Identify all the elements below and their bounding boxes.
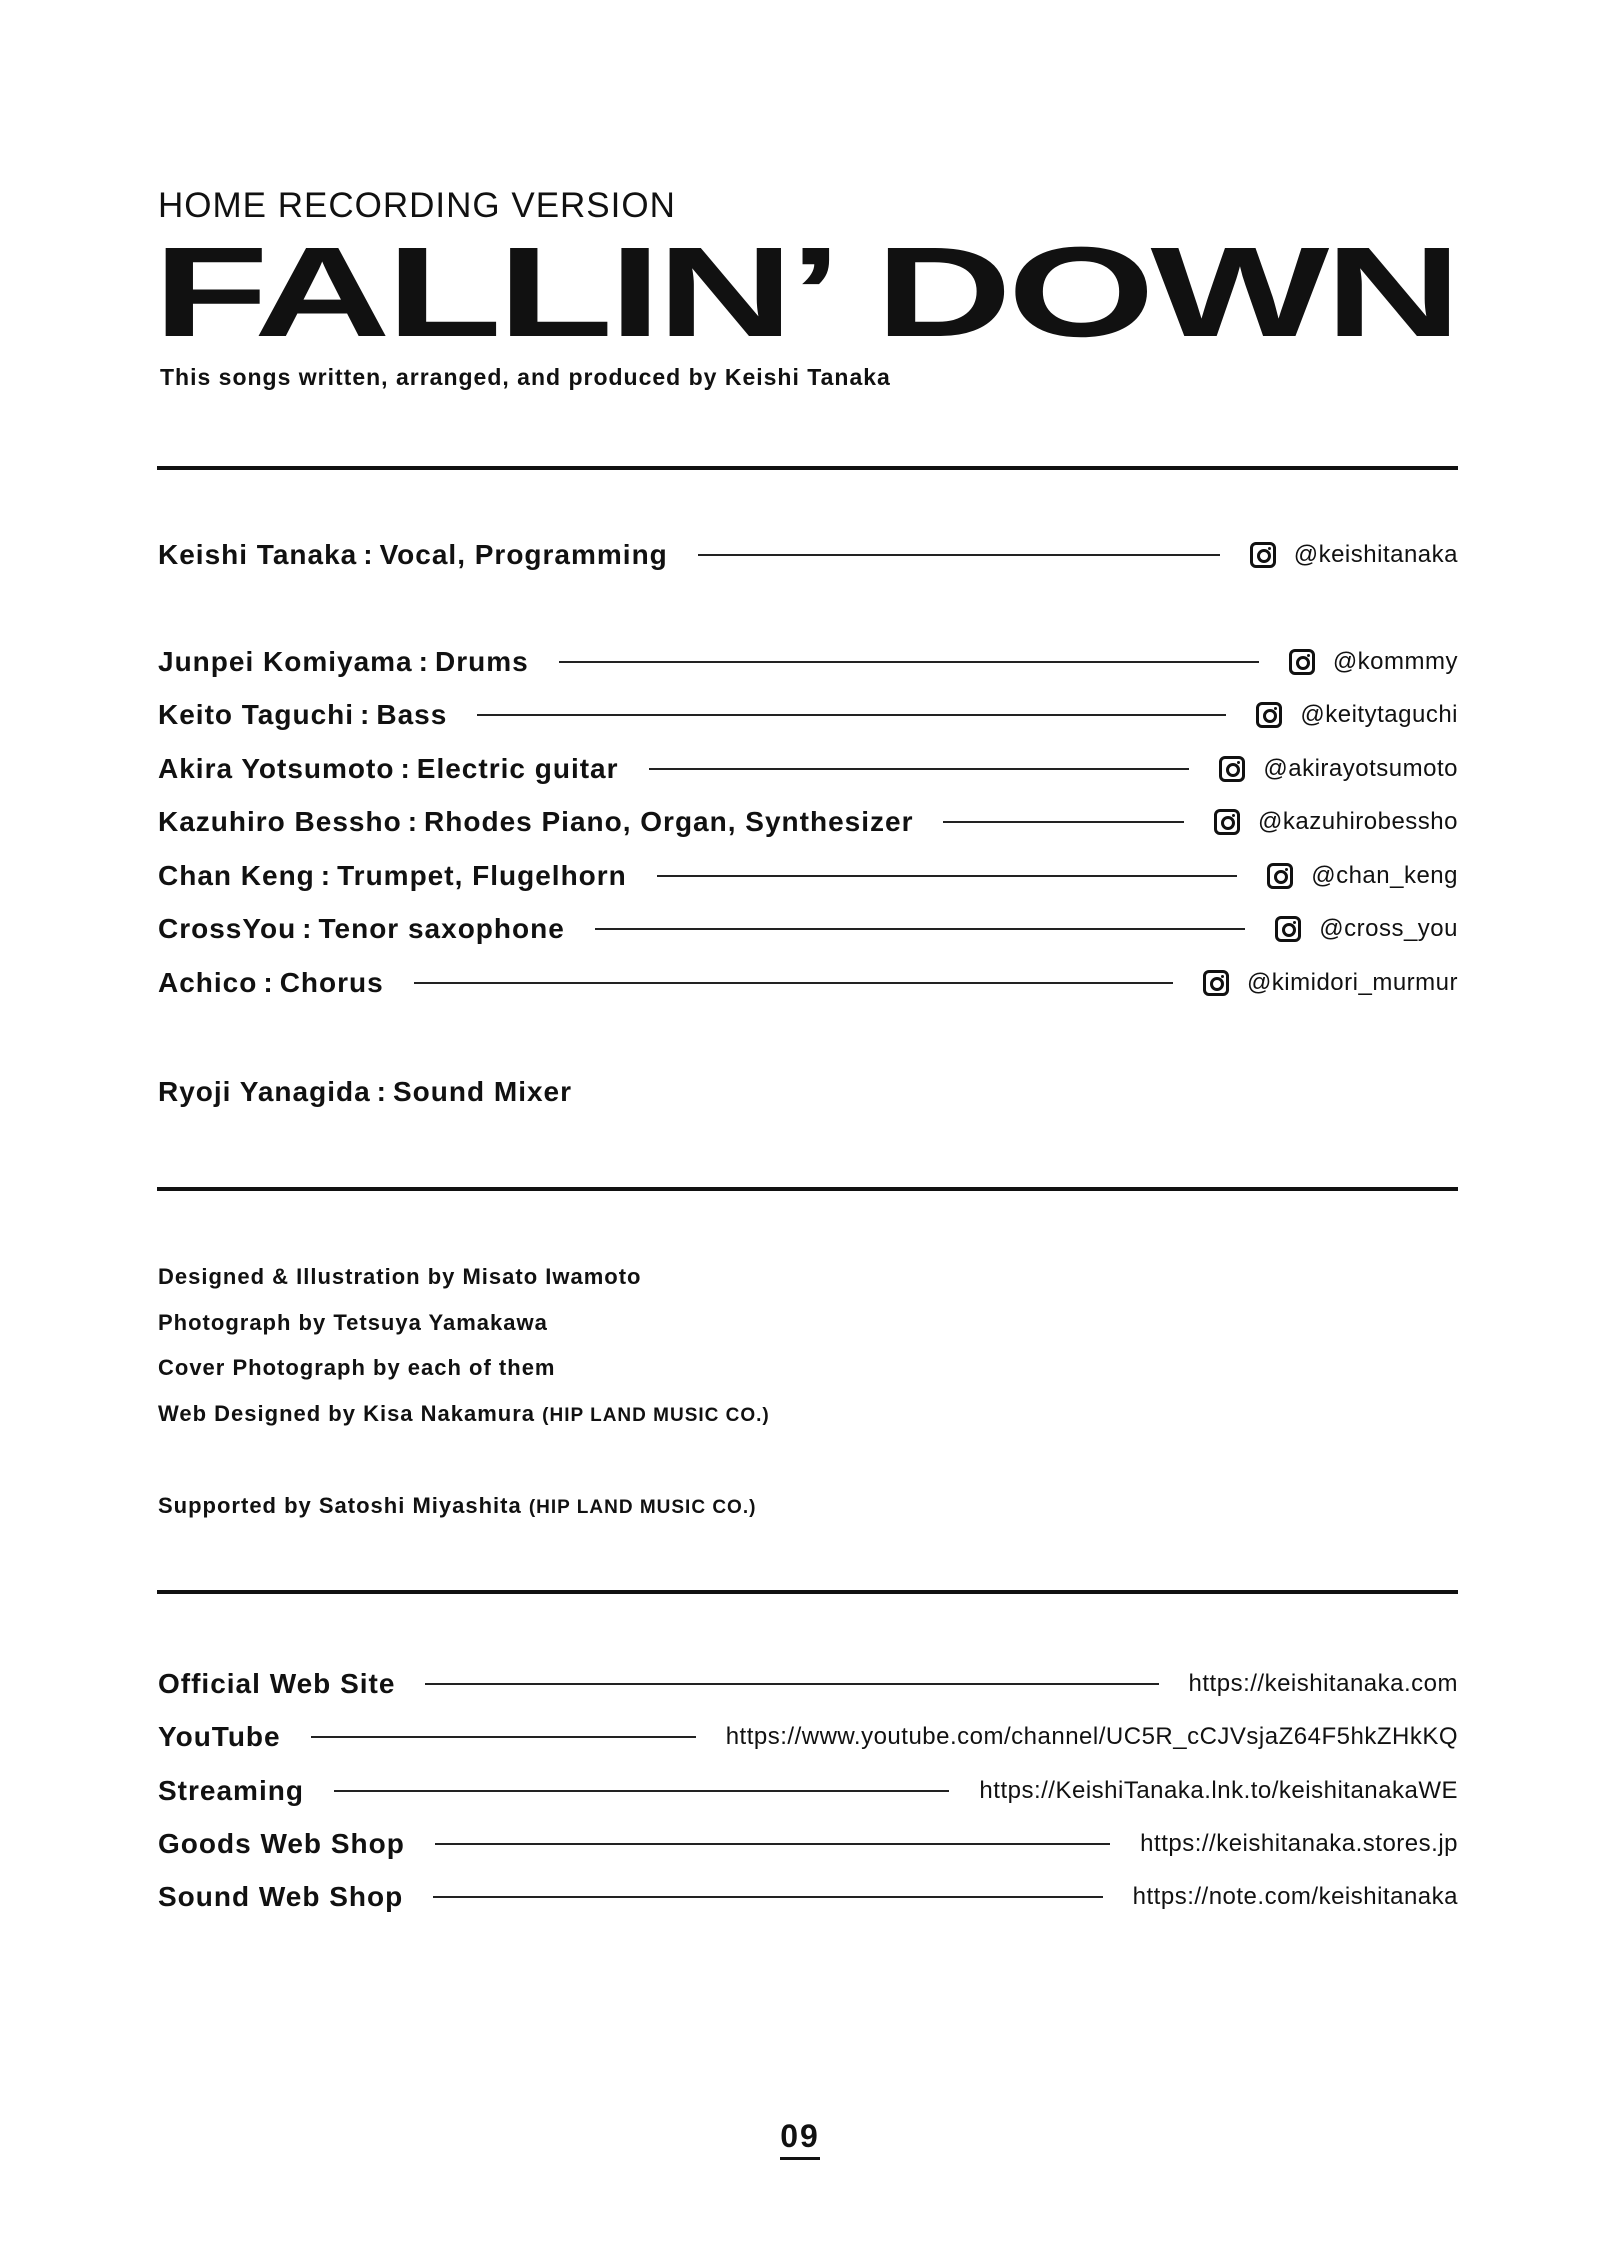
link-label: Official Web Site — [158, 1668, 396, 1699]
leader-line — [311, 1736, 696, 1738]
link-url[interactable]: https://keishitanaka.com — [1188, 1670, 1458, 1697]
member-role: Vocal, Programming — [379, 539, 668, 570]
staff-credit: Supported by Satoshi Miyashita (HIP LAND MUSIC CO.) — [158, 1493, 757, 1518]
staff-credit: Cover Photograph by each of them — [158, 1355, 556, 1380]
instagram-link[interactable] — [1203, 969, 1458, 997]
member-name: Kazuhiro Bessho — [158, 806, 402, 837]
member-label: Keishi Tanaka : Vocal, Programming — [158, 539, 668, 570]
member-row — [158, 695, 1458, 735]
staff-credit: Web Designed by Kisa Nakamura (HIP LAND MUSIC CO.) — [158, 1401, 770, 1426]
instagram-icon — [1275, 916, 1301, 942]
leader-line — [414, 982, 1173, 984]
link-row — [158, 1664, 1458, 1704]
instagram-handle: @kommmy — [1332, 648, 1458, 675]
member-role: Bass — [376, 699, 448, 730]
divider — [157, 1187, 1458, 1191]
leader-line — [698, 554, 1220, 556]
leader-line — [477, 714, 1226, 716]
member-label: Chan Keng : Trumpet, Flugelhorn — [158, 860, 627, 891]
instagram-handle: @akirayotsumoto — [1263, 755, 1458, 782]
member-row — [158, 909, 1458, 949]
mixer-name: Ryoji Yanagida — [158, 1076, 371, 1107]
instagram-icon — [1256, 702, 1282, 728]
instagram-handle: @cross_you — [1319, 915, 1458, 942]
member-label: CrossYou : Tenor saxophone — [158, 913, 565, 944]
leader-line — [435, 1843, 1110, 1845]
member-name: Akira Yotsumoto — [158, 753, 395, 784]
link-url[interactable]: https://keishitanaka.stores.jp — [1140, 1830, 1458, 1857]
member-label: Achico : Chorus — [158, 967, 384, 998]
link-row — [158, 1771, 1458, 1811]
leader-line — [425, 1683, 1158, 1685]
instagram-icon — [1203, 970, 1229, 996]
member-role: Chorus — [279, 967, 384, 998]
link-label: Sound Web Shop — [158, 1881, 404, 1912]
staff-credit: Photograph by Tetsuya Yamakawa — [158, 1310, 548, 1335]
leader-line — [559, 661, 1259, 663]
member-label: Junpei Komiyama : Drums — [158, 646, 529, 677]
leader-line — [649, 768, 1190, 770]
member-name: Keito Taguchi — [158, 699, 355, 730]
member-role: Tenor saxophone — [318, 913, 565, 944]
instagram-link[interactable] — [1289, 648, 1458, 676]
member-row — [158, 535, 1458, 575]
instagram-icon — [1289, 649, 1315, 675]
member-role: Trumpet, Flugelhorn — [337, 860, 627, 891]
instagram-icon — [1214, 809, 1240, 835]
instagram-handle: @chan_keng — [1311, 862, 1458, 889]
link-label: Goods Web Shop — [158, 1828, 405, 1859]
instagram-handle: @keitytaguchi — [1300, 701, 1458, 728]
link-url[interactable]: https://KeishiTanaka.lnk.to/keishitanakaWE — [979, 1777, 1458, 1804]
link-row — [158, 1824, 1458, 1864]
production-credit: This songs written, arranged, and produced by Keishi Tanaka — [160, 364, 891, 390]
mixer-role: Sound Mixer — [393, 1076, 573, 1107]
instagram-handle: @keishitanaka — [1293, 541, 1458, 568]
member-row — [158, 749, 1458, 789]
member-row — [158, 963, 1458, 1003]
member-name: CrossYou — [158, 913, 297, 944]
page-number: 09 — [0, 2118, 1600, 2160]
instagram-link[interactable] — [1256, 701, 1458, 729]
instagram-handle: @kazuhirobessho — [1258, 808, 1458, 835]
link-url[interactable]: https://note.com/keishitanaka — [1132, 1883, 1458, 1910]
member-role: Drums — [434, 646, 529, 677]
page-title: FALLIN’ DOWN — [153, 221, 1458, 364]
leader-line — [595, 928, 1245, 930]
member-label: Akira Yotsumoto : Electric guitar — [158, 753, 619, 784]
member-label: Keito Taguchi : Bass — [158, 699, 448, 730]
member-name: Keishi Tanaka — [158, 539, 358, 570]
divider — [157, 466, 1458, 470]
leader-line — [433, 1896, 1102, 1898]
instagram-link[interactable] — [1250, 541, 1458, 569]
instagram-link[interactable] — [1214, 808, 1458, 836]
mixer-credit: Ryoji Yanagida : Sound Mixer — [158, 1076, 573, 1107]
leader-line — [657, 875, 1237, 877]
instagram-handle: @kimidori_murmur — [1246, 969, 1458, 996]
instagram-link[interactable] — [1267, 862, 1458, 890]
leader-line — [334, 1790, 949, 1792]
staff-credit: Designed & Illustration by Misato Iwamoto — [158, 1264, 642, 1289]
member-name: Chan Keng — [158, 860, 315, 891]
member-row — [158, 642, 1458, 682]
link-label: YouTube — [158, 1721, 281, 1752]
link-label: Streaming — [158, 1775, 304, 1806]
subtitle: HOME RECORDING VERSION — [158, 186, 676, 225]
leader-line — [943, 821, 1184, 823]
member-label: Kazuhiro Bessho : Rhodes Piano, Organ, Synthesizer — [158, 806, 914, 837]
member-row — [158, 802, 1458, 842]
member-name: Achico — [158, 967, 258, 998]
instagram-icon — [1250, 542, 1276, 568]
link-url[interactable]: https://www.youtube.com/channel/UC5R_cCJVsjaZ64F5hkZHkKQ — [725, 1723, 1458, 1750]
company-name: (HIP LAND MUSIC CO.) — [528, 1497, 757, 1518]
instagram-icon — [1219, 756, 1245, 782]
instagram-icon — [1267, 863, 1293, 889]
company-name: (HIP LAND MUSIC CO.) — [542, 1405, 770, 1426]
divider — [157, 1590, 1458, 1594]
instagram-link[interactable] — [1219, 755, 1458, 783]
instagram-link[interactable] — [1275, 915, 1458, 943]
member-role: Rhodes Piano, Organ, Synthesizer — [424, 806, 914, 837]
member-name: Junpei Komiyama — [158, 646, 413, 677]
link-row — [158, 1717, 1458, 1757]
link-row — [158, 1877, 1458, 1917]
member-row — [158, 856, 1458, 896]
member-role: Electric guitar — [416, 753, 619, 784]
